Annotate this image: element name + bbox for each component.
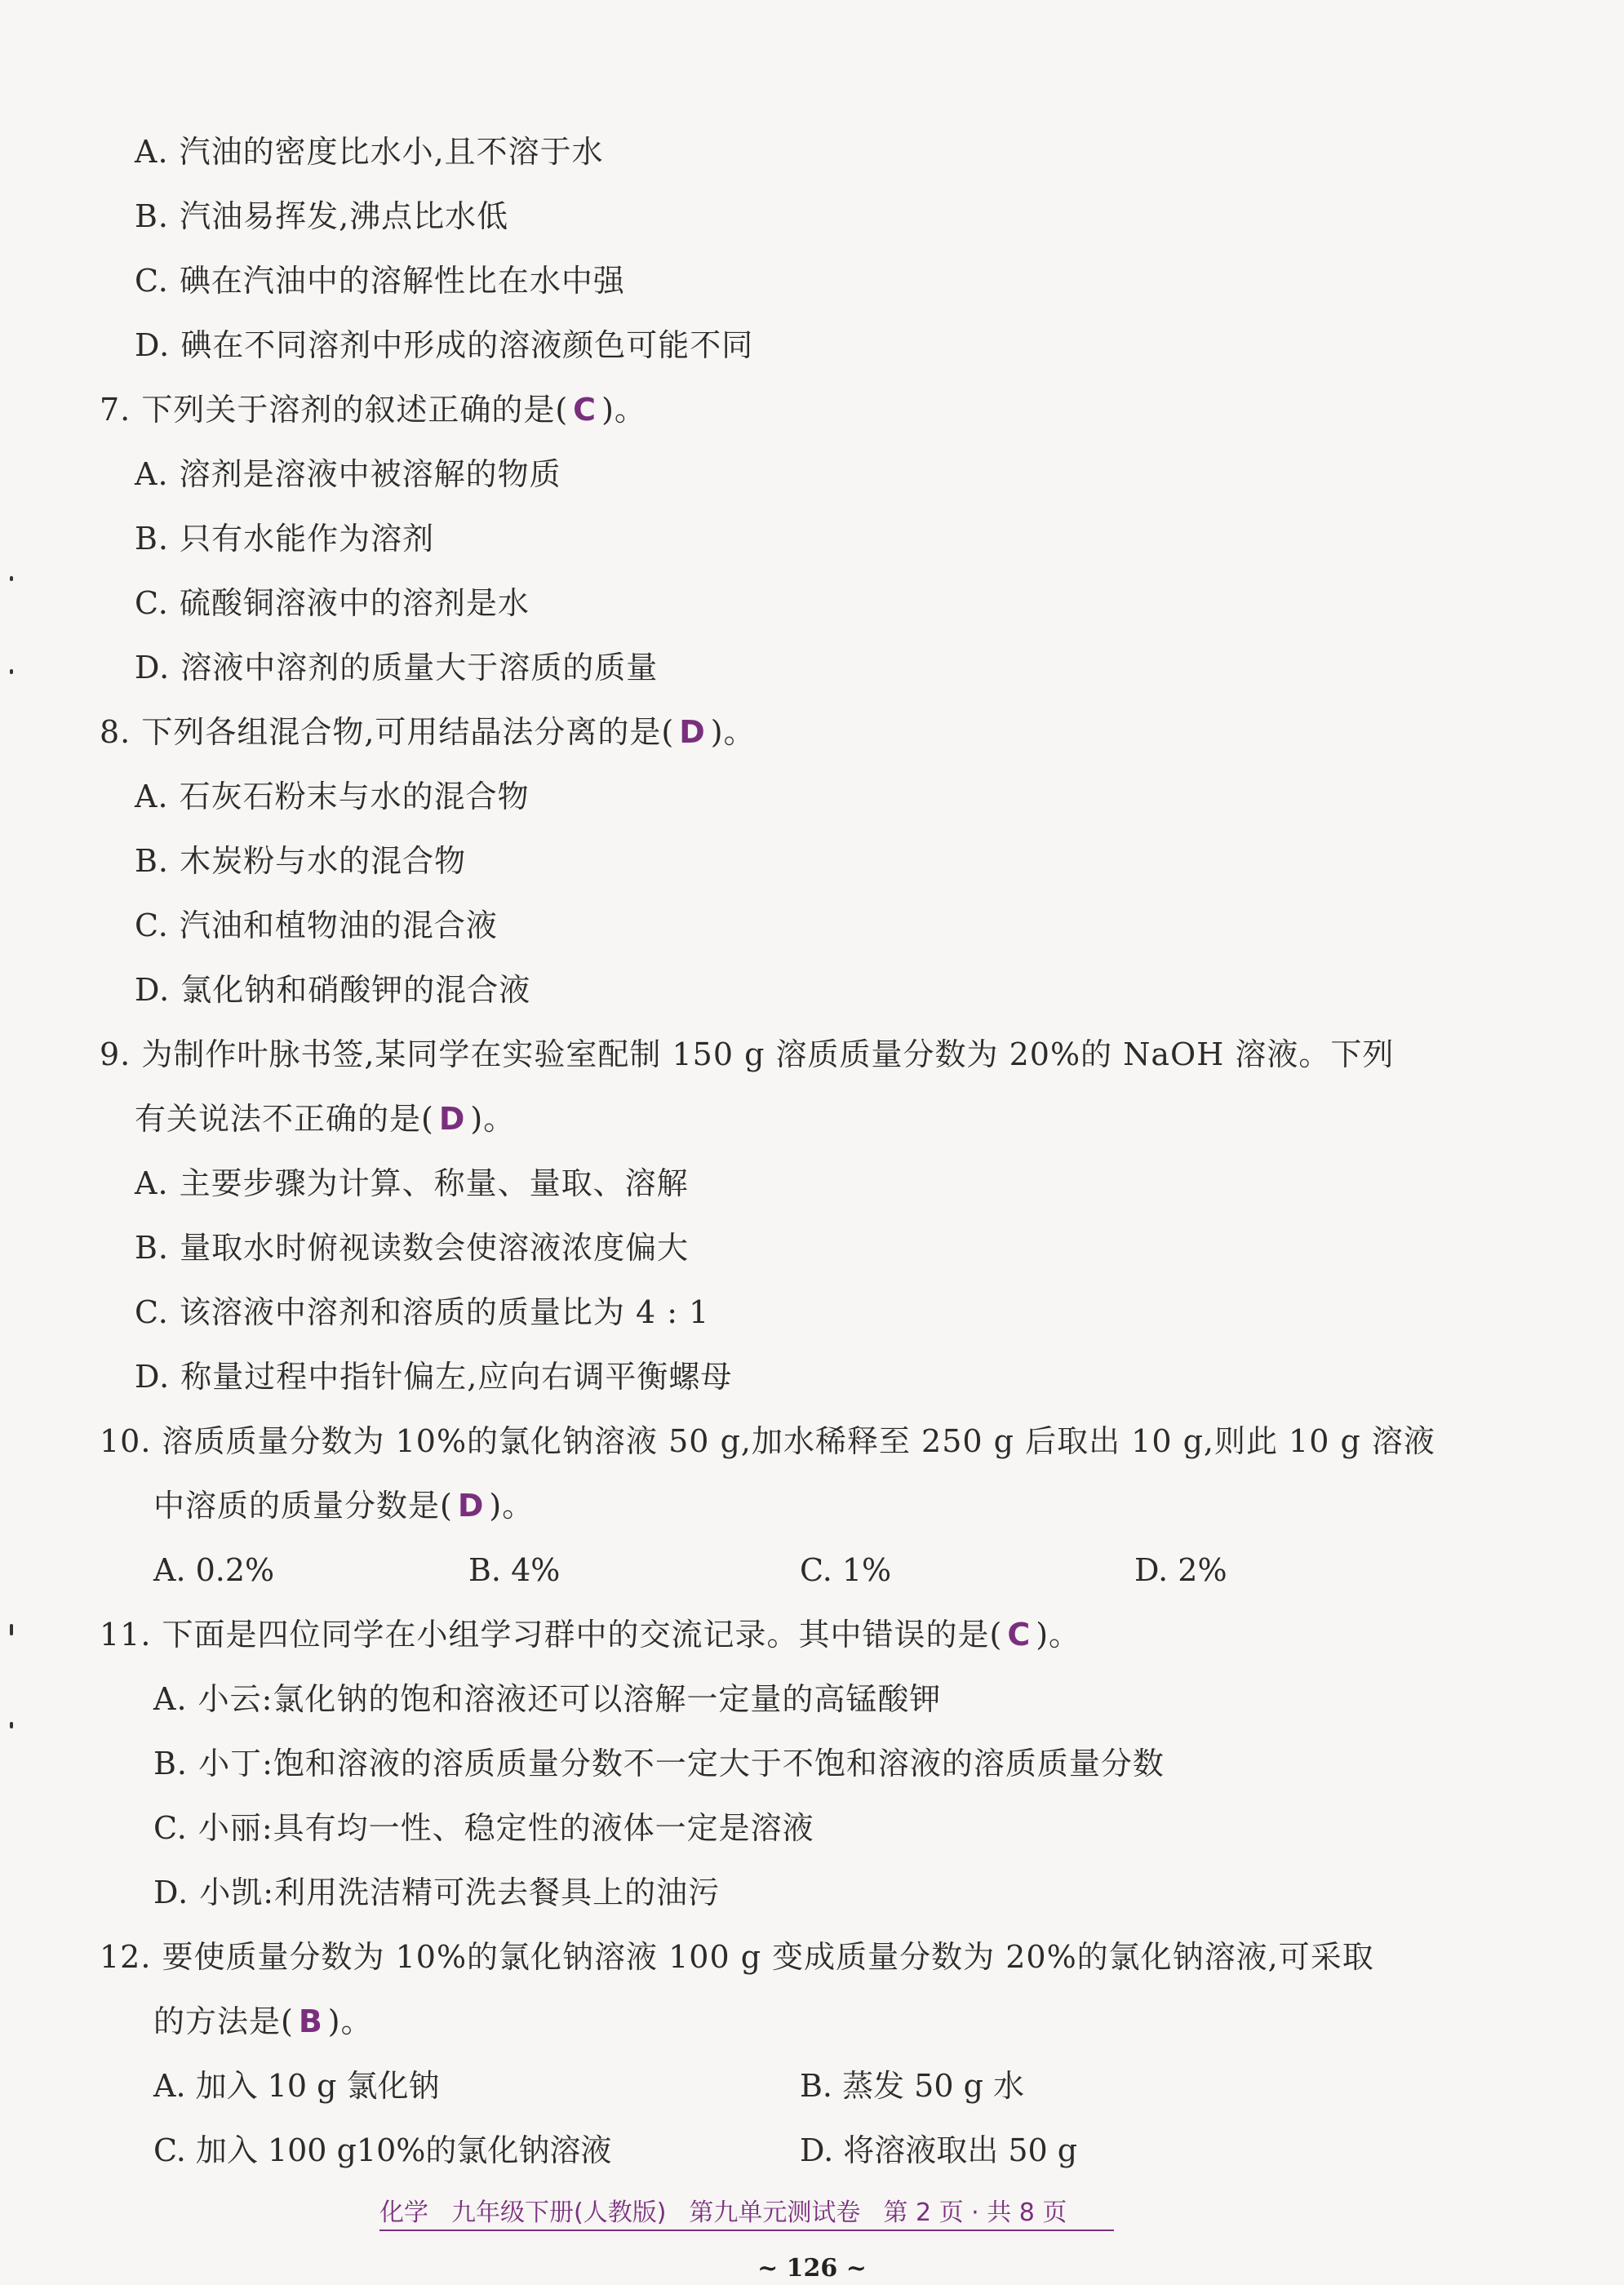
q7-answer: C [573, 392, 597, 428]
q9-stem-text: 有关说法不正确的是( [135, 1101, 434, 1137]
q8-stem-end: )。 [710, 714, 756, 750]
q9-stem-line2 [135, 1099, 515, 1138]
q11-answer: C [1007, 1617, 1032, 1653]
q8-option-d: D. 氯化钠和硝酸钾的混合液 [135, 972, 531, 1008]
q8-option-a: A. 石灰石粉末与水的混合物 [135, 779, 530, 814]
q11-option-d: D. 小凯:利用洗洁精可洗去餐具上的油污 [153, 1875, 721, 1910]
q8-option-b: B. 木炭粉与水的混合物 [135, 843, 467, 879]
q8-stem [100, 712, 756, 752]
q12-stem-text: 的方法是( [153, 2003, 294, 2039]
q12-stem-line1: 12. 要使质量分数为 10%的氯化钠溶液 100 g 变成质量分数为 20%的氯化钠溶液,可采取 [100, 1939, 1374, 1975]
margin-mark [10, 1624, 13, 1635]
q11-option-c: C. 小丽:具有均一性、稳定性的液体一定是溶液 [153, 1810, 814, 1846]
q12-option-c: C. 加入 100 g10%的氯化钠溶液 [153, 2132, 612, 2168]
q7-stem-end: )。 [601, 392, 646, 428]
q7-stem-text: 7. 下列关于溶剂的叙述正确的是( [100, 392, 569, 428]
q7-stem [100, 390, 646, 429]
footer-unit: 第九单元测试卷 [689, 2198, 861, 2227]
footer-page-info: 第 2 页 · 共 8 页 [883, 2198, 1067, 2227]
footer-subject: 化学 [379, 2198, 428, 2227]
q10-stem-text: 中溶质的质量分数是( [153, 1488, 453, 1524]
q10-option-b: B. 4% [468, 1552, 561, 1588]
q11-stem [100, 1615, 1080, 1654]
q12-option-b: B. 蒸发 50 g 水 [800, 2068, 1024, 2104]
q9-stem-line1: 9. 为制作叶脉书签,某同学在实验室配制 150 g 溶质质量分数为 20%的 NaOH 溶液。下列 [100, 1036, 1395, 1072]
q11-stem-text: 11. 下面是四位同学在小组学习群中的交流记录。其中错误的是( [100, 1617, 1003, 1653]
q9-stem-end: )。 [470, 1101, 516, 1137]
q11-stem-end: )。 [1036, 1617, 1081, 1653]
q10-stem-line2 [153, 1486, 534, 1525]
q12-stem-end: )。 [327, 2003, 373, 2039]
q9-answer: D [438, 1101, 466, 1137]
q10-stem-end: )。 [489, 1488, 535, 1524]
q10-option-a: A. 0.2% [153, 1552, 275, 1588]
footer-grade: 九年级下册(人教版) [451, 2198, 667, 2227]
margin-mark [10, 576, 13, 581]
q10-option-c: C. 1% [800, 1552, 892, 1588]
q9-option-b: B. 量取水时俯视读数会使溶液浓度偏大 [135, 1230, 690, 1266]
q7-option-a: A. 溶剂是溶液中被溶解的物质 [135, 456, 561, 492]
q7-option-b: B. 只有水能作为溶剂 [135, 521, 435, 557]
q9-option-a: A. 主要步骤为计算、称量、量取、溶解 [135, 1165, 689, 1201]
q10-answer: D [457, 1488, 485, 1524]
q8-stem-text: 8. 下列各组混合物,可用结晶法分离的是( [100, 714, 675, 750]
page-footer [379, 2198, 1114, 2231]
q8-option-c: C. 汽油和植物油的混合液 [135, 907, 498, 943]
q8-answer: D [679, 714, 706, 750]
q9-option-c: C. 该溶液中溶剂和溶质的质量比为 4 : 1 [135, 1294, 710, 1330]
page-number: ~ 126 ~ [757, 2254, 867, 2283]
q12-answer: B [298, 2003, 323, 2039]
q7-option-d: D. 溶液中溶剂的质量大于溶质的质量 [135, 650, 659, 686]
margin-mark [10, 1722, 13, 1728]
q6-option-b: B. 汽油易挥发,沸点比水低 [135, 198, 509, 234]
q6-option-d: D. 碘在不同溶剂中形成的溶液颜色可能不同 [135, 327, 754, 363]
margin-mark [10, 669, 13, 674]
q9-option-d: D. 称量过程中指针偏左,应向右调平衡螺母 [135, 1359, 733, 1395]
q12-option-d: D. 将溶液取出 50 g [800, 2132, 1078, 2168]
q10-option-d: D. 2% [1134, 1552, 1227, 1588]
q12-stem-line2 [153, 2002, 373, 2041]
q6-option-c: C. 碘在汽油中的溶解性比在水中强 [135, 263, 625, 299]
q10-stem-line1: 10. 溶质质量分数为 10%的氯化钠溶液 50 g,加水稀释至 250 g 后取出 10 g,则此 10 g 溶液 [100, 1423, 1435, 1459]
q6-option-a: A. 汽油的密度比水小,且不溶于水 [135, 134, 604, 170]
q7-option-c: C. 硫酸铜溶液中的溶剂是水 [135, 585, 530, 621]
q11-option-a: A. 小云:氯化钠的饱和溶液还可以溶解一定量的高锰酸钾 [153, 1681, 942, 1717]
q11-option-b: B. 小丁:饱和溶液的溶质质量分数不一定大于不饱和溶液的溶质质量分数 [153, 1746, 1165, 1781]
q12-option-a: A. 加入 10 g 氯化钠 [153, 2068, 440, 2104]
